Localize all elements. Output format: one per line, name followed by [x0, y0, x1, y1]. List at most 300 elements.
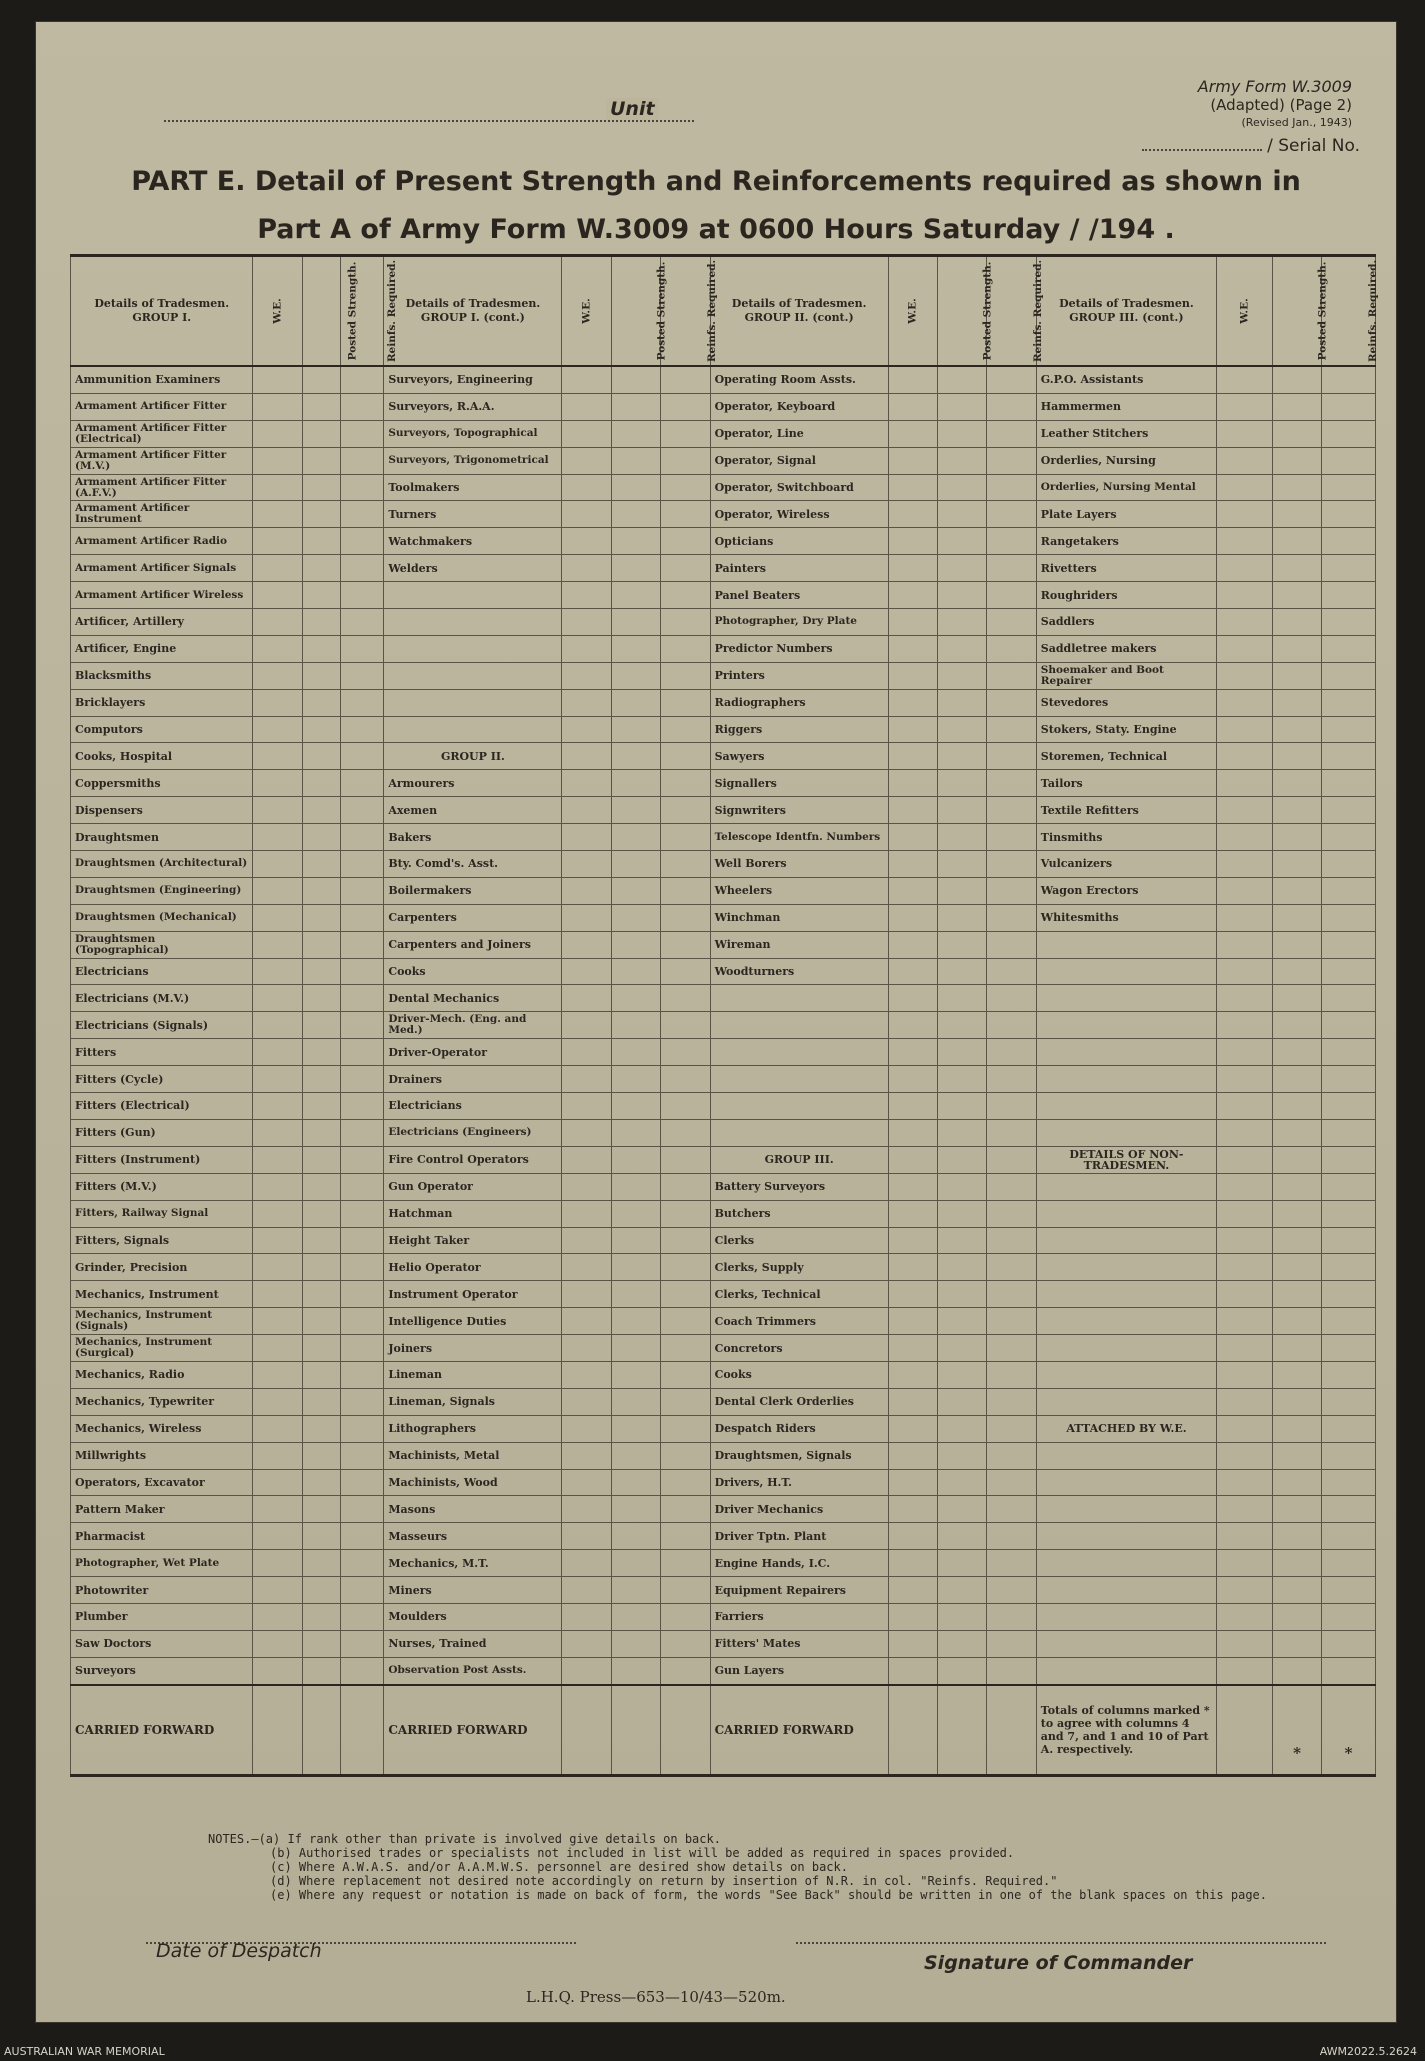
entry-cell[interactable]: [562, 716, 611, 743]
entry-cell[interactable]: [253, 1254, 302, 1281]
entry-cell[interactable]: [888, 689, 937, 716]
entry-cell[interactable]: [938, 689, 987, 716]
entry-cell[interactable]: [1272, 1146, 1321, 1173]
blank-trade-space[interactable]: [384, 582, 562, 609]
entry-cell[interactable]: [562, 797, 611, 824]
entry-cell[interactable]: [888, 1550, 937, 1577]
entry-cell[interactable]: [1322, 635, 1376, 662]
entry-cell[interactable]: [987, 635, 1036, 662]
entry-cell[interactable]: [888, 1442, 937, 1469]
entry-cell[interactable]: [938, 1550, 987, 1577]
entry-cell[interactable]: [302, 474, 341, 501]
entry-cell[interactable]: [611, 474, 660, 501]
entry-cell[interactable]: [1217, 1066, 1273, 1093]
entry-cell[interactable]: [888, 1093, 937, 1120]
blank-trade-space[interactable]: [384, 635, 562, 662]
entry-cell[interactable]: [1322, 1469, 1376, 1496]
entry-cell[interactable]: [253, 689, 302, 716]
entry-cell[interactable]: [302, 582, 341, 609]
entry-cell[interactable]: [1322, 1496, 1376, 1523]
entry-cell[interactable]: [302, 1442, 341, 1469]
entry-cell[interactable]: [938, 1308, 987, 1335]
entry-cell[interactable]: [1322, 1550, 1376, 1577]
entry-cell[interactable]: [661, 1496, 710, 1523]
entry-cell[interactable]: [341, 851, 384, 878]
entry-cell[interactable]: [938, 474, 987, 501]
entry-cell[interactable]: [302, 1066, 341, 1093]
entry-cell[interactable]: [661, 1227, 710, 1254]
entry-cell[interactable]: [302, 1361, 341, 1388]
entry-cell[interactable]: [302, 1173, 341, 1200]
blank-trade-space[interactable]: [1036, 1254, 1216, 1281]
entry-cell[interactable]: [987, 958, 1036, 985]
entry-cell[interactable]: [1272, 1361, 1321, 1388]
entry-cell[interactable]: [938, 904, 987, 931]
entry-cell[interactable]: [1217, 1039, 1273, 1066]
entry-cell[interactable]: [1217, 1093, 1273, 1120]
blank-trade-space[interactable]: [1036, 1066, 1216, 1093]
entry-cell[interactable]: [1322, 1119, 1376, 1146]
entry-cell[interactable]: [302, 1388, 341, 1415]
entry-cell[interactable]: [1322, 1281, 1376, 1308]
entry-cell[interactable]: [253, 851, 302, 878]
entry-cell[interactable]: [1217, 743, 1273, 770]
entry-cell[interactable]: [888, 393, 937, 420]
entry-cell[interactable]: [1322, 1335, 1376, 1362]
entry-cell[interactable]: [1322, 824, 1376, 851]
entry-cell[interactable]: [938, 743, 987, 770]
entry-cell[interactable]: [1272, 1119, 1321, 1146]
entry-cell[interactable]: [253, 904, 302, 931]
entry-cell[interactable]: [341, 1496, 384, 1523]
entry-cell[interactable]: [661, 1281, 710, 1308]
entry-cell[interactable]: [1217, 1281, 1273, 1308]
entry-cell[interactable]: [253, 1469, 302, 1496]
blank-trade-space[interactable]: [1036, 1603, 1216, 1630]
entry-cell[interactable]: [302, 366, 341, 393]
entry-cell[interactable]: [661, 555, 710, 582]
entry-cell[interactable]: [562, 770, 611, 797]
entry-cell[interactable]: [1272, 555, 1321, 582]
entry-cell[interactable]: [611, 689, 660, 716]
entry-cell[interactable]: [562, 1469, 611, 1496]
blank-trade-space[interactable]: [1036, 1308, 1216, 1335]
entry-cell[interactable]: [987, 824, 1036, 851]
entry-cell[interactable]: [888, 1227, 937, 1254]
entry-cell[interactable]: [938, 716, 987, 743]
entry-cell[interactable]: [253, 770, 302, 797]
entry-cell[interactable]: [888, 1685, 937, 1776]
entry-cell[interactable]: [1272, 662, 1321, 689]
entry-cell[interactable]: [302, 689, 341, 716]
entry-cell[interactable]: [888, 1200, 937, 1227]
entry-cell[interactable]: [341, 931, 384, 958]
entry-cell[interactable]: [1322, 1523, 1376, 1550]
entry-cell[interactable]: [1272, 609, 1321, 636]
entry-cell[interactable]: [987, 770, 1036, 797]
entry-cell[interactable]: [1322, 1308, 1376, 1335]
entry-cell[interactable]: [987, 366, 1036, 393]
entry-cell[interactable]: [987, 985, 1036, 1012]
entry-cell[interactable]: [1217, 582, 1273, 609]
entry-cell[interactable]: [562, 1603, 611, 1630]
entry-cell[interactable]: [1217, 1119, 1273, 1146]
entry-cell[interactable]: [1322, 1603, 1376, 1630]
entry-cell[interactable]: [562, 1146, 611, 1173]
entry-cell[interactable]: [562, 1388, 611, 1415]
entry-cell[interactable]: [1272, 447, 1321, 474]
entry-cell[interactable]: [661, 1012, 710, 1039]
entry-cell[interactable]: [1272, 582, 1321, 609]
entry-cell[interactable]: [341, 366, 384, 393]
signature-line[interactable]: [796, 1942, 1326, 1944]
entry-cell[interactable]: [938, 1281, 987, 1308]
entry-cell[interactable]: [661, 420, 710, 447]
entry-cell[interactable]: [938, 1630, 987, 1657]
blank-trade-space[interactable]: [1036, 1119, 1216, 1146]
entry-cell[interactable]: [611, 1227, 660, 1254]
entry-cell[interactable]: [611, 393, 660, 420]
entry-cell[interactable]: [1217, 716, 1273, 743]
entry-cell[interactable]: [661, 1603, 710, 1630]
total-star-mark[interactable]: *: [1272, 1685, 1321, 1776]
entry-cell[interactable]: [1322, 1361, 1376, 1388]
entry-cell[interactable]: [938, 1388, 987, 1415]
entry-cell[interactable]: [661, 1066, 710, 1093]
entry-cell[interactable]: [253, 1577, 302, 1604]
entry-cell[interactable]: [888, 1066, 937, 1093]
entry-cell[interactable]: [253, 662, 302, 689]
entry-cell[interactable]: [253, 1388, 302, 1415]
entry-cell[interactable]: [611, 1254, 660, 1281]
entry-cell[interactable]: [341, 1066, 384, 1093]
entry-cell[interactable]: [341, 743, 384, 770]
entry-cell[interactable]: [253, 931, 302, 958]
entry-cell[interactable]: [562, 1361, 611, 1388]
entry-cell[interactable]: [661, 1254, 710, 1281]
entry-cell[interactable]: [888, 528, 937, 555]
entry-cell[interactable]: [1217, 1335, 1273, 1362]
entry-cell[interactable]: [888, 1335, 937, 1362]
entry-cell[interactable]: [888, 1254, 937, 1281]
entry-cell[interactable]: [1272, 1254, 1321, 1281]
entry-cell[interactable]: [253, 1119, 302, 1146]
entry-cell[interactable]: [341, 1012, 384, 1039]
entry-cell[interactable]: [987, 1496, 1036, 1523]
entry-cell[interactable]: [562, 528, 611, 555]
entry-cell[interactable]: [1272, 1012, 1321, 1039]
entry-cell[interactable]: [1272, 797, 1321, 824]
entry-cell[interactable]: [661, 1093, 710, 1120]
blank-trade-space[interactable]: [1036, 1469, 1216, 1496]
entry-cell[interactable]: [562, 582, 611, 609]
entry-cell[interactable]: [888, 609, 937, 636]
entry-cell[interactable]: [253, 1685, 302, 1776]
entry-cell[interactable]: [611, 904, 660, 931]
entry-cell[interactable]: [253, 877, 302, 904]
entry-cell[interactable]: [987, 689, 1036, 716]
entry-cell[interactable]: [661, 1685, 710, 1776]
entry-cell[interactable]: [611, 1523, 660, 1550]
entry-cell[interactable]: [1272, 474, 1321, 501]
entry-cell[interactable]: [987, 1523, 1036, 1550]
entry-cell[interactable]: [661, 1039, 710, 1066]
entry-cell[interactable]: [1322, 393, 1376, 420]
entry-cell[interactable]: [302, 420, 341, 447]
entry-cell[interactable]: [661, 958, 710, 985]
entry-cell[interactable]: [987, 555, 1036, 582]
entry-cell[interactable]: [562, 1496, 611, 1523]
blank-trade-space[interactable]: [1036, 1227, 1216, 1254]
entry-cell[interactable]: [611, 797, 660, 824]
entry-cell[interactable]: [888, 474, 937, 501]
entry-cell[interactable]: [987, 1361, 1036, 1388]
entry-cell[interactable]: [611, 716, 660, 743]
entry-cell[interactable]: [302, 662, 341, 689]
entry-cell[interactable]: [987, 1388, 1036, 1415]
entry-cell[interactable]: [1272, 1200, 1321, 1227]
entry-cell[interactable]: [987, 662, 1036, 689]
entry-cell[interactable]: [888, 958, 937, 985]
entry-cell[interactable]: [661, 1388, 710, 1415]
entry-cell[interactable]: [253, 1227, 302, 1254]
entry-cell[interactable]: [253, 1603, 302, 1630]
entry-cell[interactable]: [253, 1281, 302, 1308]
entry-cell[interactable]: [987, 1146, 1036, 1173]
entry-cell[interactable]: [253, 958, 302, 985]
entry-cell[interactable]: [1322, 851, 1376, 878]
entry-cell[interactable]: [661, 904, 710, 931]
blank-trade-space[interactable]: [384, 662, 562, 689]
entry-cell[interactable]: [661, 931, 710, 958]
entry-cell[interactable]: [661, 1415, 710, 1442]
entry-cell[interactable]: [253, 1173, 302, 1200]
entry-cell[interactable]: [938, 420, 987, 447]
entry-cell[interactable]: [938, 447, 987, 474]
entry-cell[interactable]: [1272, 743, 1321, 770]
entry-cell[interactable]: [562, 1308, 611, 1335]
entry-cell[interactable]: [1272, 1227, 1321, 1254]
blank-trade-space[interactable]: [1036, 1361, 1216, 1388]
entry-cell[interactable]: [1217, 958, 1273, 985]
entry-cell[interactable]: [302, 393, 341, 420]
entry-cell[interactable]: [302, 1415, 341, 1442]
blank-trade-space[interactable]: [1036, 1550, 1216, 1577]
entry-cell[interactable]: [611, 770, 660, 797]
entry-cell[interactable]: [302, 1657, 341, 1684]
entry-cell[interactable]: [1217, 555, 1273, 582]
entry-cell[interactable]: [341, 877, 384, 904]
entry-cell[interactable]: [938, 1496, 987, 1523]
entry-cell[interactable]: [1272, 1093, 1321, 1120]
entry-cell[interactable]: [302, 1469, 341, 1496]
entry-cell[interactable]: [611, 1685, 660, 1776]
entry-cell[interactable]: [938, 1119, 987, 1146]
blank-trade-space[interactable]: [1036, 1012, 1216, 1039]
entry-cell[interactable]: [562, 743, 611, 770]
entry-cell[interactable]: [888, 743, 937, 770]
blank-trade-space[interactable]: [1036, 1335, 1216, 1362]
blank-trade-space[interactable]: [710, 1039, 888, 1066]
entry-cell[interactable]: [1217, 1200, 1273, 1227]
entry-cell[interactable]: [611, 420, 660, 447]
entry-cell[interactable]: [1272, 1415, 1321, 1442]
entry-cell[interactable]: [987, 1281, 1036, 1308]
blank-trade-space[interactable]: [710, 1119, 888, 1146]
entry-cell[interactable]: [302, 1335, 341, 1362]
entry-cell[interactable]: [888, 770, 937, 797]
entry-cell[interactable]: [341, 582, 384, 609]
entry-cell[interactable]: [562, 420, 611, 447]
entry-cell[interactable]: [1322, 662, 1376, 689]
entry-cell[interactable]: [302, 1093, 341, 1120]
entry-cell[interactable]: [611, 1335, 660, 1362]
blank-trade-space[interactable]: [384, 609, 562, 636]
blank-trade-space[interactable]: [710, 1066, 888, 1093]
entry-cell[interactable]: [888, 635, 937, 662]
entry-cell[interactable]: [562, 1415, 611, 1442]
entry-cell[interactable]: [1217, 1227, 1273, 1254]
entry-cell[interactable]: [341, 1173, 384, 1200]
entry-cell[interactable]: [1322, 1066, 1376, 1093]
entry-cell[interactable]: [611, 1550, 660, 1577]
entry-cell[interactable]: [341, 958, 384, 985]
entry-cell[interactable]: [611, 366, 660, 393]
entry-cell[interactable]: [888, 555, 937, 582]
entry-cell[interactable]: [1272, 851, 1321, 878]
entry-cell[interactable]: [562, 1281, 611, 1308]
entry-cell[interactable]: [1217, 877, 1273, 904]
blank-trade-space[interactable]: [384, 689, 562, 716]
blank-trade-space[interactable]: [1036, 1630, 1216, 1657]
entry-cell[interactable]: [938, 501, 987, 528]
entry-cell[interactable]: [1272, 689, 1321, 716]
entry-cell[interactable]: [938, 662, 987, 689]
entry-cell[interactable]: [341, 1146, 384, 1173]
entry-cell[interactable]: [302, 1281, 341, 1308]
blank-trade-space[interactable]: [1036, 1523, 1216, 1550]
entry-cell[interactable]: [661, 1523, 710, 1550]
entry-cell[interactable]: [938, 528, 987, 555]
entry-cell[interactable]: [987, 1039, 1036, 1066]
entry-cell[interactable]: [562, 1227, 611, 1254]
blank-trade-space[interactable]: [384, 716, 562, 743]
entry-cell[interactable]: [661, 366, 710, 393]
entry-cell[interactable]: [253, 393, 302, 420]
entry-cell[interactable]: [1217, 1577, 1273, 1604]
blank-trade-space[interactable]: [1036, 1657, 1216, 1684]
entry-cell[interactable]: [1272, 877, 1321, 904]
entry-cell[interactable]: [888, 662, 937, 689]
entry-cell[interactable]: [1217, 501, 1273, 528]
entry-cell[interactable]: [302, 1308, 341, 1335]
entry-cell[interactable]: [661, 1550, 710, 1577]
entry-cell[interactable]: [341, 420, 384, 447]
entry-cell[interactable]: [1217, 851, 1273, 878]
entry-cell[interactable]: [938, 1603, 987, 1630]
entry-cell[interactable]: [987, 1550, 1036, 1577]
entry-cell[interactable]: [661, 447, 710, 474]
entry-cell[interactable]: [661, 743, 710, 770]
entry-cell[interactable]: [888, 1012, 937, 1039]
entry-cell[interactable]: [253, 824, 302, 851]
entry-cell[interactable]: [987, 1415, 1036, 1442]
entry-cell[interactable]: [611, 851, 660, 878]
entry-cell[interactable]: [253, 1496, 302, 1523]
entry-cell[interactable]: [302, 635, 341, 662]
entry-cell[interactable]: [888, 851, 937, 878]
blank-trade-space[interactable]: [1036, 1039, 1216, 1066]
entry-cell[interactable]: [1217, 1496, 1273, 1523]
entry-cell[interactable]: [253, 1630, 302, 1657]
entry-cell[interactable]: [1217, 904, 1273, 931]
entry-cell[interactable]: [611, 1012, 660, 1039]
entry-cell[interactable]: [987, 1119, 1036, 1146]
entry-cell[interactable]: [302, 555, 341, 582]
entry-cell[interactable]: [938, 366, 987, 393]
entry-cell[interactable]: [661, 1119, 710, 1146]
entry-cell[interactable]: [611, 824, 660, 851]
entry-cell[interactable]: [302, 1550, 341, 1577]
entry-cell[interactable]: [611, 1657, 660, 1684]
entry-cell[interactable]: [938, 877, 987, 904]
entry-cell[interactable]: [562, 447, 611, 474]
entry-cell[interactable]: [1217, 1146, 1273, 1173]
entry-cell[interactable]: [888, 1630, 937, 1657]
entry-cell[interactable]: [253, 1361, 302, 1388]
entry-cell[interactable]: [661, 1442, 710, 1469]
entry-cell[interactable]: [253, 635, 302, 662]
entry-cell[interactable]: [341, 528, 384, 555]
entry-cell[interactable]: [661, 1308, 710, 1335]
entry-cell[interactable]: [253, 1657, 302, 1684]
entry-cell[interactable]: [302, 1254, 341, 1281]
entry-cell[interactable]: [1272, 1039, 1321, 1066]
entry-cell[interactable]: [1217, 1657, 1273, 1684]
entry-cell[interactable]: [938, 609, 987, 636]
entry-cell[interactable]: [253, 474, 302, 501]
entry-cell[interactable]: [661, 851, 710, 878]
entry-cell[interactable]: [888, 1173, 937, 1200]
entry-cell[interactable]: [1272, 528, 1321, 555]
entry-cell[interactable]: [611, 1200, 660, 1227]
blank-trade-space[interactable]: [1036, 1388, 1216, 1415]
entry-cell[interactable]: [1322, 1146, 1376, 1173]
entry-cell[interactable]: [302, 1630, 341, 1657]
entry-cell[interactable]: [987, 501, 1036, 528]
entry-cell[interactable]: [1322, 1657, 1376, 1684]
entry-cell[interactable]: [341, 1630, 384, 1657]
entry-cell[interactable]: [987, 931, 1036, 958]
entry-cell[interactable]: [987, 474, 1036, 501]
entry-cell[interactable]: [253, 1200, 302, 1227]
entry-cell[interactable]: [661, 824, 710, 851]
entry-cell[interactable]: [1272, 1281, 1321, 1308]
entry-cell[interactable]: [302, 1603, 341, 1630]
entry-cell[interactable]: [661, 1173, 710, 1200]
entry-cell[interactable]: [1322, 366, 1376, 393]
blank-trade-space[interactable]: [1036, 958, 1216, 985]
entry-cell[interactable]: [938, 1335, 987, 1362]
entry-cell[interactable]: [1322, 770, 1376, 797]
entry-cell[interactable]: [341, 1415, 384, 1442]
entry-cell[interactable]: [888, 447, 937, 474]
entry-cell[interactable]: [341, 1119, 384, 1146]
entry-cell[interactable]: [888, 877, 937, 904]
entry-cell[interactable]: [1322, 1415, 1376, 1442]
entry-cell[interactable]: [987, 1254, 1036, 1281]
entry-cell[interactable]: [611, 528, 660, 555]
